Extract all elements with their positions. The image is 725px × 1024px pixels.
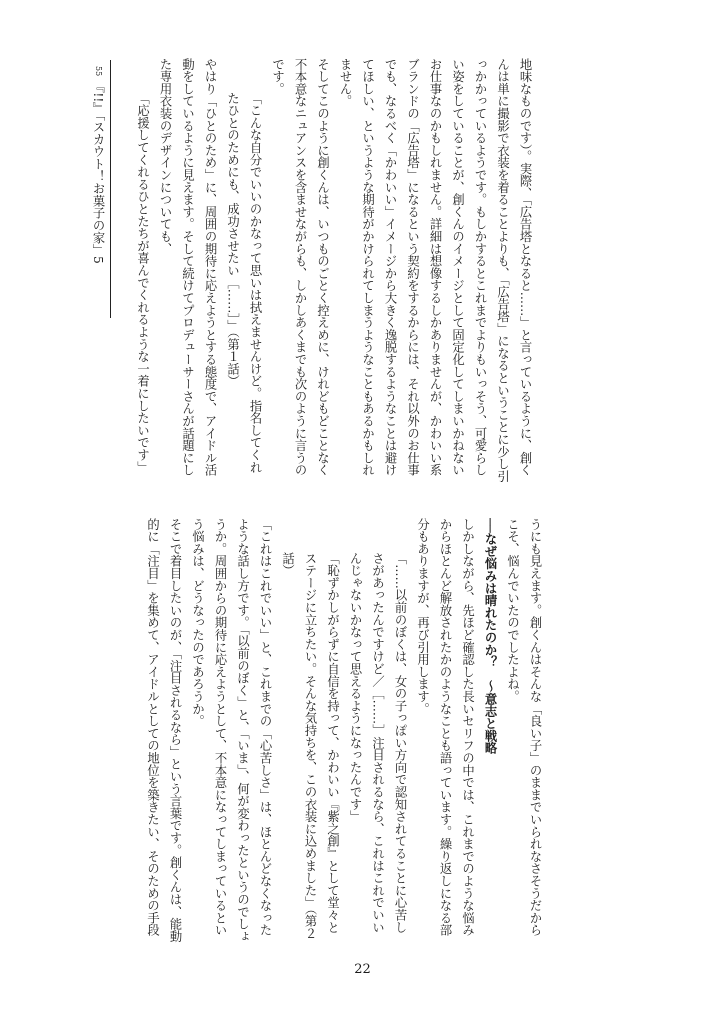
bottom-text-block [142,518,546,943]
footnote [84,66,108,376]
block-quote: 「……以前のぼくは、女の子っぽい方向で認知されてることに心苦しさがあったんですけど／［……］注目されるなら、これはこれでいいんじゃないかなって思えるようになったんです」 [348,552,407,934]
paragraph: しかしながら、先ほど確認した長いセリフの中では、これまでのような悩みからほとんど解放されたかのようなことも語っています。繰り返しになる部分もありますが、再び引用します。 [415,518,475,937]
block-quote: 「こんな自分でいいのかなって思いは拭えませんけど。指名してくれたひとのためにも、成功させたい［……］」（第１話） [225,92,262,474]
page-number: 22 [354,962,371,977]
section-heading: ──なぜ悩みは晴れたのか？ 〜意志と戦略 [483,518,497,755]
paragraph: 地味なものです）。実際、「広告塔となると……」と言っているように、創くんは単に撮影で衣装を着ることよりも、「広告塔」になるということに少し引っかかっているようです。もしかするとこれまでよりもいっそう、可愛らしい姿をしていることが、創くんのイメージとして固定化してしまいかねないお仕事なのかもしれません。詳細は想像するしかありませんが、かわいい系ブランドの「広告塔」になるという契約をするからには、それ以外のお仕事でも、なるべく「かわいい」イメージから大きく逸脱するようなことは避けてほしい、というような期待がかけられてしまうようなこともあるかもしれません。 [338,58,532,483]
paragraph: やはり「ひとのため」に、周囲の期待に応えようとする態度で、アイドル活動をしているように見えます。そして続けてプロデューサーさんが話題にした専用衣装のデザインについても、 [158,58,217,477]
block-quote: 「応援してくれるひとたちが喜んでくれるような一着にしたいです」 [135,92,150,474]
paragraph: うにも見えます。創くんはそんな「良い子」のままでいられなさそうだからこそ、悩んでいたのでしたよね。 [505,518,542,937]
paragraph: 「これはこれでいい」と、これまでの「心苦しさ」は、ほとんどなくなったような話し方です。「以前のぼく」と、「いま」、何が変わったというのでしょうか。周囲からの期待に応えようとして、不本意になってしまっているという悩みは、どうなったのであろうか。 [190,518,272,943]
top-text-block [128,58,536,486]
footnote-text: 『!!』「スカウト！お菓子の家」5 [91,80,105,264]
paragraph: そしてこのように創くんは、いつものごとく控えめに、けれどもどことなく不本意なニュアンスを含ませながらも、しかしあくまでも次のように言うのです。 [270,58,330,477]
footnote-rule [110,60,111,318]
block-quote: 「恥ずかしがらずに自信を持って、かわいい『紫之創』として堂々とステージに立ちたい。そんな気持ちを、この衣装に込めました」（第２話） [280,552,340,940]
paragraph: そこで着目したいのが、「注目されるなら」という言葉です。創くんは、能動的に「注目」を集めて、アイドルとしての地位を築きたい、そのための手段 [145,518,182,943]
footnote-number: 55 [94,66,103,77]
